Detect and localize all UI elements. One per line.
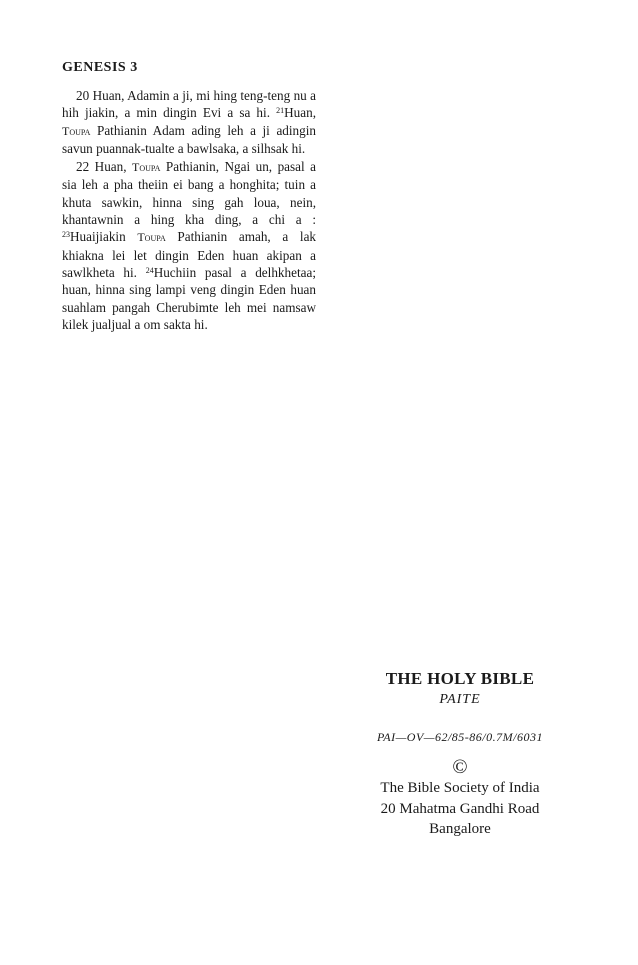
publisher-name: The Bible Society of India [380,780,540,796]
verse-text: Huaijiakin [70,229,126,245]
verse-number: 21 [276,106,285,116]
verse-number: 22 [76,159,90,175]
publisher-address: 20 Mahatma Gandhi Road [380,800,540,817]
divine-name: Toupa [62,123,91,138]
edition-code: PAI—OV—62/85-86/0.7M/6031 [377,730,543,744]
copyright-symbol: © [452,756,468,778]
verse-text: Pathianin amah, a lak khiakna lei let dingin Eden huan akipan a sawlkheta hi. [62,229,317,280]
scripture-text [62,87,316,333]
verse-text: Huan, Adamin a ji, mi hing teng-teng nu a hih jiakin, a min dingin Evi a sa hi. [62,88,316,121]
verse-number: 23 [62,230,70,240]
verse-text: Huan, [94,159,127,175]
verse-paragraph [62,87,316,157]
language-subtitle: PAITE [439,692,481,707]
verse-paragraph [62,158,316,333]
publisher-city: Bangalore [429,821,491,837]
verse-text: Pathianin, Ngai un, pasal a sia leh a pha theiin ei bang a honghita; tuin a khuta sawkin, hinna sing gah loua, nein, khantawnin a hing kha ding, a chi a : [62,159,317,228]
running-head: GENESIS 3 [62,60,138,75]
verse-text: Pathianin Adam ading leh a ji adingin savun puannak-tualte a bawlsaka, a silhsak hi. [62,122,316,156]
divine-name: Toupa [132,160,161,175]
colophon [340,668,580,840]
verse-number: 20 [76,88,90,103]
bible-title: THE HOLY BIBLE [385,669,535,688]
verse-number: 24 [145,265,154,275]
verse-text: Huan, [284,105,317,121]
verse-text: Huchiin pasal a delhkhetaa; huan, hinna sing lampi veng dingin Eden huan suahlam pangah Cherubimte leh mei namsaw kilek jualjual a om sakta hi. [62,264,316,332]
divine-name: Toupa [137,230,166,245]
